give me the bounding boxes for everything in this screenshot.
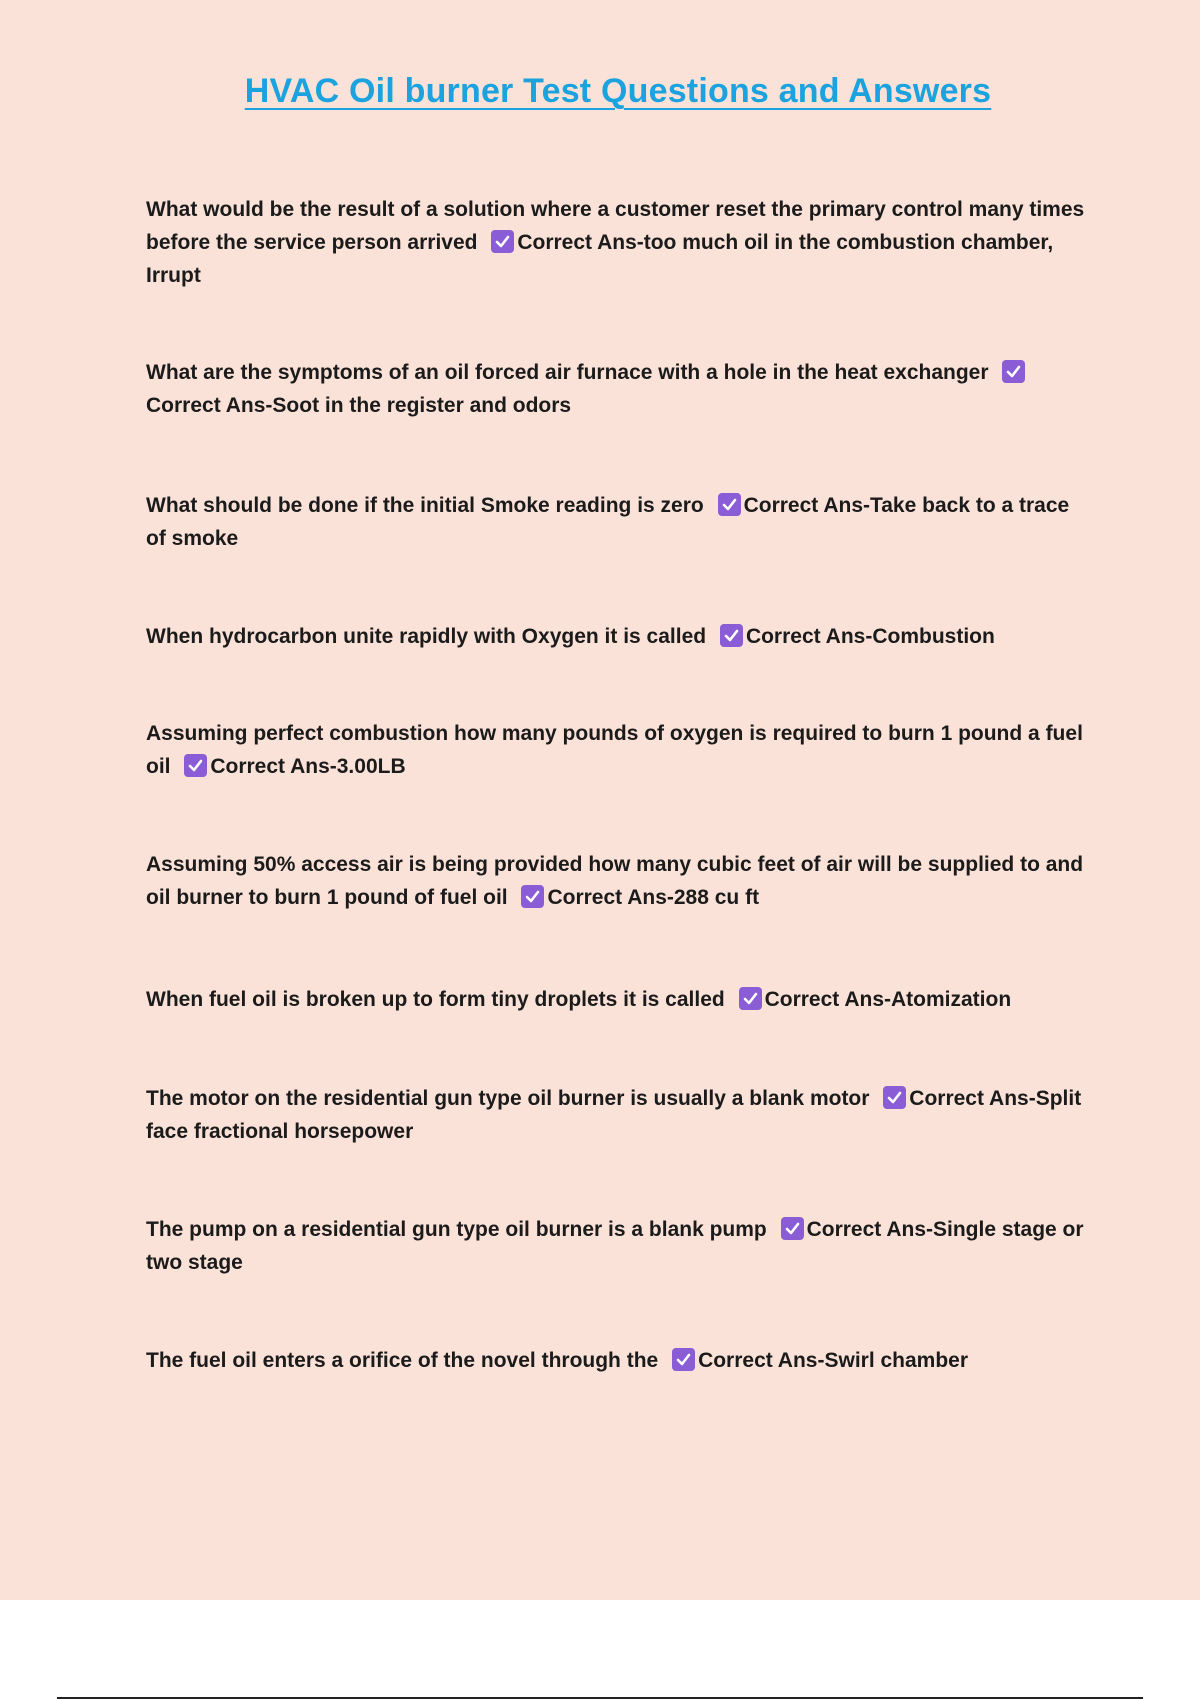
checkbox-checked-icon xyxy=(720,624,743,647)
qa-item xyxy=(146,193,1086,292)
question-text: When fuel oil is broken up to form tiny droplets it is called xyxy=(146,988,725,1011)
checkbox-checked-icon xyxy=(781,1217,804,1240)
question-text: Assuming 50% access air is being provided how many cubic feet of air will be supplied to and oil burner to burn 1 pound of fuel oil xyxy=(146,853,1084,909)
answer-text: Correct Ans-288 cu ft xyxy=(547,886,760,909)
qa-item xyxy=(146,983,1086,1016)
footer-divider xyxy=(57,1697,1143,1699)
answer-text: Correct Ans-Single stage or two stage xyxy=(146,1218,1084,1274)
qa-item xyxy=(146,848,1086,914)
answer-text: Correct Ans-Split face fractional horsepower xyxy=(146,1087,1082,1143)
qa-item xyxy=(146,1213,1086,1279)
checkbox-checked-icon xyxy=(739,987,762,1010)
checkbox-checked-icon xyxy=(184,754,207,777)
question-text: What are the symptoms of an oil forced air furnace with a hole in the heat exchanger xyxy=(146,361,989,384)
question-text: What should be done if the initial Smoke reading is zero xyxy=(146,494,704,517)
question-text: The motor on the residential gun type oil burner is usually a blank motor xyxy=(146,1087,870,1110)
checkbox-checked-icon xyxy=(883,1086,906,1109)
question-text: What would be the result of a solution where a customer reset the primary control many times before the service person arrived xyxy=(146,198,1085,254)
checkbox-checked-icon xyxy=(491,230,514,253)
question-text: Assuming perfect combustion how many pounds of oxygen is required to burn 1 pound a fuel oil xyxy=(146,722,1083,778)
question-text: The fuel oil enters a orifice of the novel through the xyxy=(146,1349,659,1372)
qa-item xyxy=(146,620,1086,653)
question-text: The pump on a residential gun type oil burner is a blank pump xyxy=(146,1218,767,1241)
answer-text: Correct Ans-3.00LB xyxy=(210,755,406,778)
checkbox-checked-icon xyxy=(672,1348,695,1371)
checkbox-checked-icon xyxy=(1002,360,1025,383)
checkbox-checked-icon xyxy=(718,493,741,516)
qa-item xyxy=(146,356,1086,422)
checkbox-checked-icon xyxy=(521,885,544,908)
qa-item xyxy=(146,1344,1086,1377)
answer-text: Correct Ans-Take back to a trace of smoke xyxy=(146,494,1070,550)
answer-text: Correct Ans-Soot in the register and odors xyxy=(146,394,572,417)
qa-item xyxy=(146,1082,1086,1148)
document-title: HVAC Oil burner Test Questions and Answers xyxy=(244,72,992,110)
answer-text: Correct Ans-Swirl chamber xyxy=(698,1349,969,1372)
answer-text: Correct Ans-too much oil in the combustion chamber, Irrupt xyxy=(146,231,1054,287)
qa-item xyxy=(146,489,1086,555)
answer-text: Correct Ans-Combustion xyxy=(745,625,995,648)
question-text: When hydrocarbon unite rapidly with Oxygen it is called xyxy=(146,625,707,648)
qa-item xyxy=(146,717,1086,783)
answer-text: Correct Ans-Atomization xyxy=(764,988,1012,1011)
